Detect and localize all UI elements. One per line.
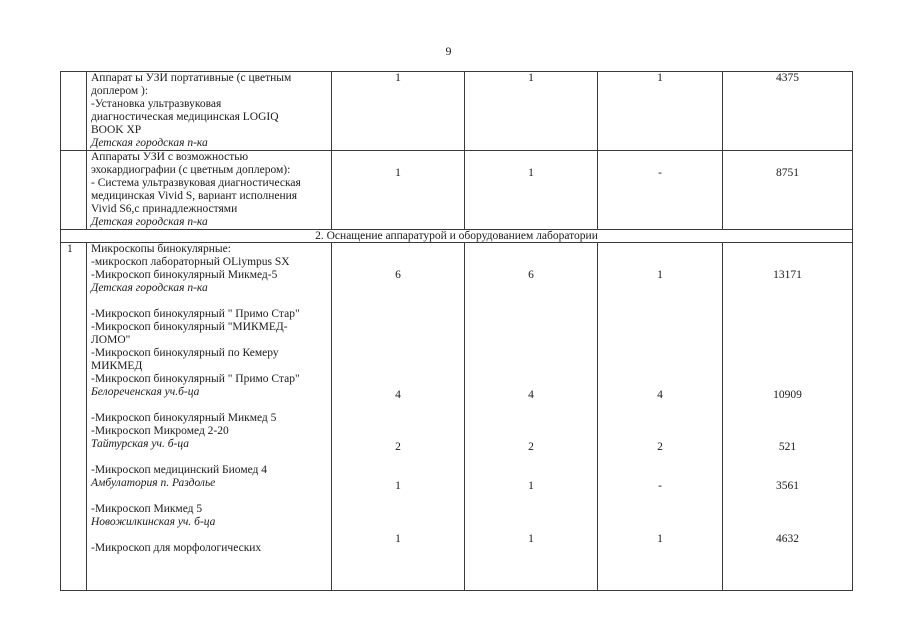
cell-value: 13171 [773, 269, 802, 281]
cell-value: 1 [395, 480, 401, 492]
row-description [87, 243, 332, 591]
desc-line: ЛОМО" [91, 334, 131, 346]
desc-line: Аппарат ы УЗИ портативные (с цветным [91, 72, 292, 84]
equipment-table [60, 71, 853, 591]
location-label: Детская городская п-ка [91, 216, 208, 228]
cell-value: - [598, 151, 723, 230]
cell-value: 1 [657, 533, 663, 545]
cell-value: 1 [528, 480, 534, 492]
location-label: Белореченская уч.б-ца [91, 386, 200, 398]
cell-value: 6 [528, 269, 534, 281]
section-row [61, 230, 853, 243]
table-row [61, 243, 853, 591]
cell-value: 1 [395, 533, 401, 545]
cell-value: 1 [332, 72, 465, 151]
desc-line: -Микроскоп бинокулярный Микмед-5 [91, 269, 278, 281]
location-label: Детская городская п-ка [91, 137, 208, 149]
row-index [61, 72, 87, 151]
cell-value: 4375 [723, 72, 853, 151]
desc-line: диагностическая медицинская LOGIQ [91, 111, 279, 123]
desc-line: -микроскоп лабораторный OLiympus SX [91, 256, 290, 268]
desc-line: МИКМЕД [91, 360, 143, 372]
cell-value: 6 [395, 269, 401, 281]
desc-line: -Микроскоп бинокулярный " Примо Стар" [91, 373, 300, 385]
cell-value: 1 [598, 72, 723, 151]
desc-line: Vivid S6,с принадлежностями [91, 203, 238, 215]
cell-value: 1 [465, 72, 598, 151]
desc-line: доплером ): [91, 85, 149, 97]
cell-value: 4632 [776, 533, 799, 545]
section-title: 2. Оснащение аппаратурой и оборудованием лаборатории [61, 230, 853, 243]
cell-value: 1 [465, 151, 598, 230]
desc-line: - Система ультразвуковая диагностическая [91, 177, 301, 189]
cell-value: 4 [395, 389, 401, 401]
location-label: Детская городская п-ка [91, 282, 208, 294]
cell-value: 10909 [773, 389, 802, 401]
cell-value: 4 [528, 389, 534, 401]
cell-value: 521 [778, 441, 797, 453]
desc-line: Аппараты УЗИ с возможностью [91, 151, 249, 163]
desc-line: -Микроскоп медицинский Биомед 4 [91, 464, 268, 476]
cell-value: 1 [528, 533, 534, 545]
cell-value: 4 [657, 389, 663, 401]
desc-line: медицинская Vivid S, вариант исполнения [91, 190, 298, 202]
page-number: 9 [445, 44, 452, 58]
desc-line: -Микроскоп Микмед 5 [91, 503, 203, 515]
desc-line: -Установка ультразвуковая [91, 98, 222, 110]
row-index [61, 151, 87, 230]
desc-line: -Микроскоп бинокулярный "МИКМЕД- [91, 321, 288, 333]
desc-line: BOOK XP [91, 124, 142, 136]
cell-value: 2 [657, 441, 663, 453]
quantity-column-1 [332, 243, 465, 591]
cell-value: - [658, 480, 662, 492]
cell-value: 1 [332, 151, 465, 230]
desc-line: эхокардиографии (с цветным доплером): [91, 164, 291, 176]
desc-line: -Микроскоп для морфологических [91, 542, 262, 554]
desc-line: -Микроскоп бинокулярный " Примо Стар" [91, 308, 300, 320]
location-label: Амбулатория п. Раздолье [91, 477, 216, 489]
location-label: Тайтурская уч. б-ца [91, 438, 189, 450]
desc-line: -Микроскоп бинокулярный Микмед 5 [91, 412, 277, 424]
quantity-column-2 [465, 243, 598, 591]
table-row [61, 72, 853, 151]
row-description [87, 72, 332, 151]
location-label: Новожилкинская уч. б-ца [91, 516, 216, 528]
cell-value: 8751 [723, 151, 853, 230]
table-row [61, 151, 853, 230]
desc-line: Микроскопы бинокулярные: [91, 243, 231, 255]
cell-value: 1 [657, 269, 663, 281]
cell-value: 2 [528, 441, 534, 453]
cost-column [723, 243, 853, 591]
desc-line: -Микроскоп Микромед 2-20 [91, 425, 229, 437]
quantity-column-3 [598, 243, 723, 591]
cell-value: 2 [395, 441, 401, 453]
desc-line: -Микроскоп бинокулярный по Кемеру [91, 347, 279, 359]
row-description [87, 151, 332, 230]
cell-value: 3561 [776, 480, 799, 492]
row-index: 1 [61, 243, 87, 591]
